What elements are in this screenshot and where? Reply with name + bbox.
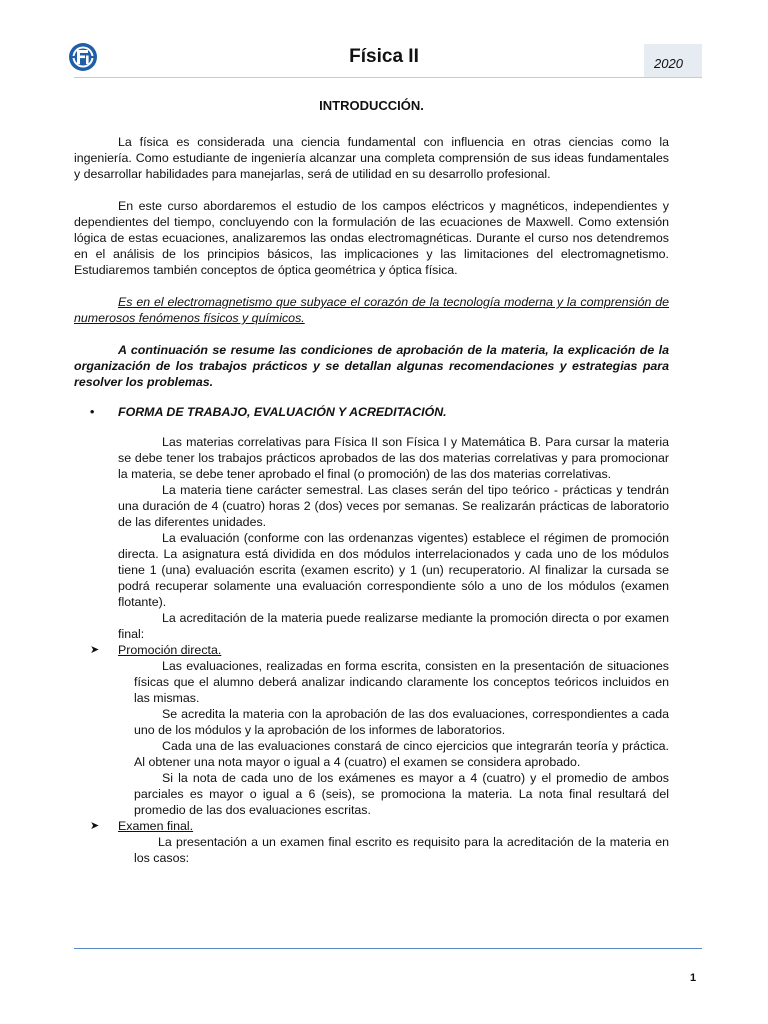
paragraph: Cada una de las evaluaciones constará de cinco ejercicios que integrarán teoría y práctica. Al obtener una nota mayor o igual a 4 (cuatro) el examen se considera aprobado.: [134, 739, 669, 769]
paragraph: Se acredita la materia con la aprobación de las dos evaluaciones, correspondientes a cada uno de los módulos y la aprobación de los informes de laboratorios.: [134, 707, 669, 737]
header-title: Física II: [349, 46, 419, 67]
paragraph: Si la nota de cada uno de los exámenes es mayor a 4 (cuatro) y el promedio de ambos parciales es mayor o igual a 6 (seis), se promociona la materia. La nota final resultará del promedio de las dos evaluaciones escritas.: [134, 771, 669, 817]
section-heading: [74, 404, 669, 420]
document-title: INTRODUCCIÓN.: [319, 98, 424, 113]
arrow-bullet-icon: ➤: [90, 644, 100, 656]
final-exam-heading: [74, 818, 669, 834]
paragraph: Las evaluaciones, realizadas en forma escrita, consisten en la presentación de situaciones físicas que el alumno deberá analizar indicando claramente los conceptos teóricos incluidos en las mismas.: [134, 659, 669, 705]
header-divider: [74, 77, 702, 78]
paragraph: La física es considerada una ciencia fundamental con influencia en otras ciencias como la ingeniería. Como estudiante de ingeniería alcanzar una completa comprensión de sus ideas fundamentales y desarrollar habilidades para manejarlas, será de utilidad en su desarrollo profesional.: [74, 135, 669, 181]
final-exam-label: Examen final.: [118, 819, 194, 833]
promotion-body: [134, 658, 669, 818]
bullet-icon: •: [90, 405, 95, 419]
page-number: 1: [690, 972, 697, 984]
page-header: [0, 0, 768, 90]
section-body: [118, 434, 669, 642]
paragraph: La presentación a un examen final escrito es requisito para la acreditación de la materia en los casos:: [134, 835, 669, 865]
paragraph: En este curso abordaremos el estudio de los campos eléctricos y magnéticos, independientes y dependientes del tiempo, concluyendo con la formulación de las ecuaciones de Maxwell. Como extensión lógica de estas ecuaciones, analizaremos las ondas electromagnéticas. Durante el curso nos detendremos en el análisis de los principios básicos, las implicaciones y las limitaciones del electromagnetismo. Estudiaremos también conceptos de óptica geométrica y óptica física.: [74, 199, 669, 277]
document-body: [74, 98, 669, 866]
promotion-heading: [74, 642, 669, 658]
summary-paragraph: A continuación se resume las condiciones de aprobación de la materia, la explicación de la organización de los trabajos prácticos y se detallan algunas recomendaciones y estrategias para resolver los problemas.: [74, 343, 669, 389]
section-title: FORMA DE TRABAJO, EVALUACIÓN Y ACREDITACIÓN.: [118, 405, 447, 419]
paragraph: La materia tiene carácter semestral. Las clases serán del tipo teórico - prácticas y tendrán una duración de 4 (cuatro) horas 2 (dos) veces por semanas. Se realizarán prácticas de laboratorio de las diferentes unidades.: [118, 483, 669, 529]
footer-divider: [74, 948, 702, 949]
paragraph: La evaluación (conforme con las ordenanzas vigentes) establece el régimen de promoción directa. La asignatura está dividida en dos módulos interrelacionados y cada uno de los módulos tiene 1 (una) evaluación escrita (examen escrito) y 1 (un) recuperatorio. Al finalizar la cursada se podrá recuperar solamente una evaluación correspondiente sólo a uno de los módulos (examen flotante).: [118, 531, 669, 609]
paragraph: La acreditación de la materia puede realizarse mediante la promoción directa o por examen final:: [118, 611, 669, 641]
promotion-label: Promoción directa.: [118, 643, 222, 657]
header-year: 2020: [654, 56, 683, 71]
paragraph: Las materias correlativas para Física II son Física I y Matemática B. Para cursar la materia se debe tener los trabajos prácticos aprobados de las dos materias correlativas y para promocionar la materia, se debe tener aprobado el final (o promoción) de las dos materias correlativas.: [118, 435, 669, 481]
final-exam-body: [134, 834, 669, 866]
emphasis-paragraph: [74, 294, 669, 326]
emphasis-text: Es en el electromagnetismo que subyace el corazón de la tecnología moderna y la comprensión de numerosos fenómenos físicos y químicos.: [74, 295, 669, 325]
arrow-bullet-icon: ➤: [90, 820, 100, 832]
